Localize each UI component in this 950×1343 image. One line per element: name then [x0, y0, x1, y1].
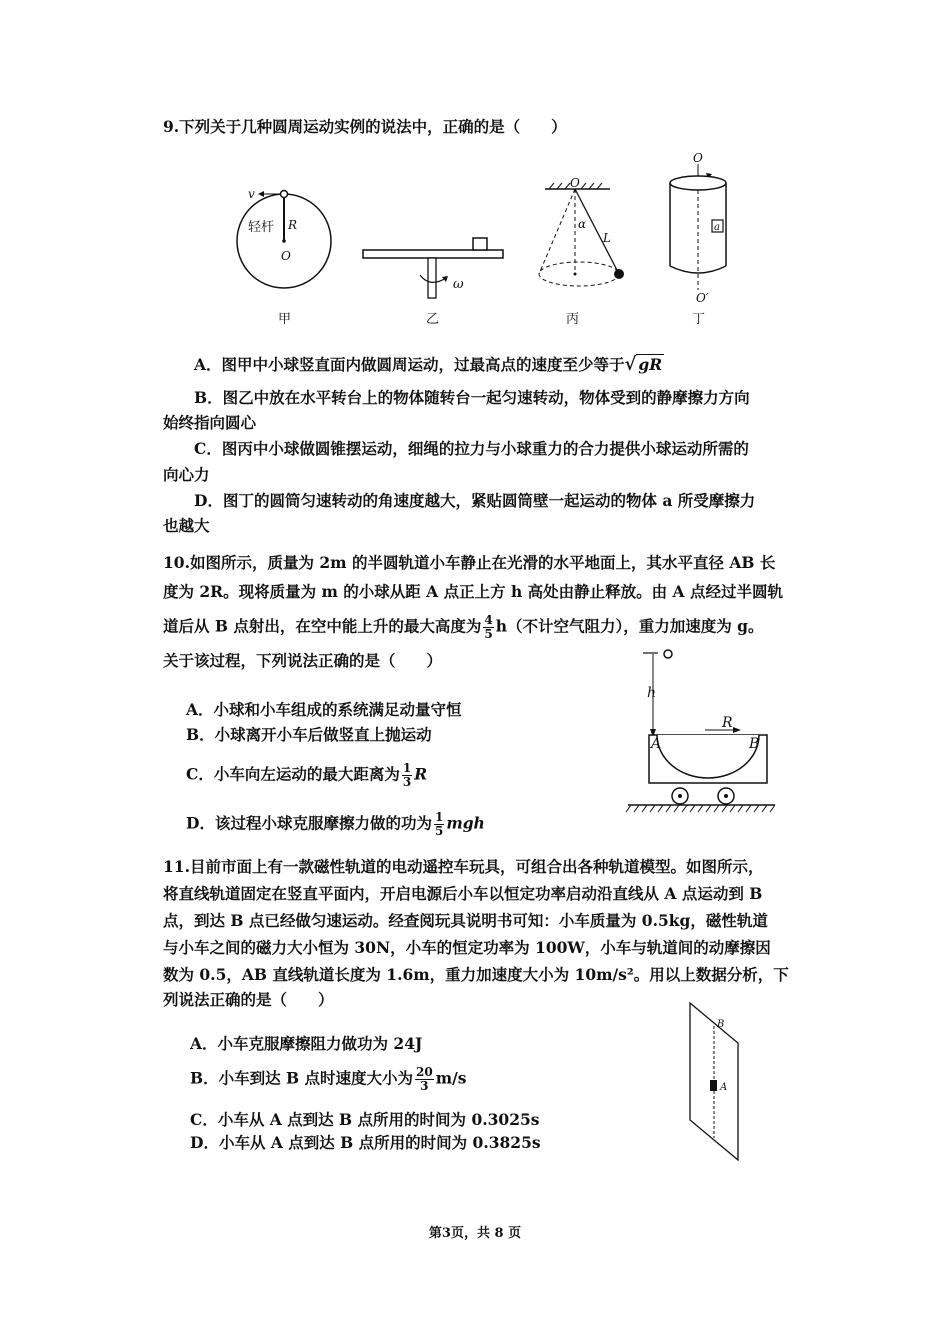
label-B: B [717, 1019, 725, 1030]
label-alpha: α [578, 217, 587, 231]
q11-option-b: B．小车到达 B 点时速度大小为 $\frac{20}{3}$ m/s [190, 1065, 467, 1093]
label-A: A [651, 736, 662, 752]
q9-stem: 9.下列关于几种圆周运动实例的说法中，正确的是（ ） [163, 117, 567, 136]
label-bing: 丙 [566, 312, 580, 327]
q11-figure-track [680, 1000, 750, 1165]
q10-stem-line4: 关于该过程，下列说法正确的是（ ） [163, 651, 443, 670]
block [473, 238, 487, 250]
label-O-top: O [693, 151, 703, 165]
label-L: L [603, 231, 611, 245]
q10-figure-cart [625, 645, 775, 820]
ball [664, 650, 672, 658]
q11-stem-line4: 与小车之间的磁力大小恒为 30N，小车的恒定功率为 100W，小车与轨道间的动摩擦因 [163, 938, 771, 957]
label-O-bottom: O′ [696, 291, 709, 305]
q9-figure-ding [660, 148, 750, 333]
fraction-4-5: $\frac{4}{5}$ [484, 613, 493, 641]
q11-option-d: D．小车从 A 点到达 B 点所用的时间为 0.3825s [190, 1133, 541, 1152]
q10-stem-line3: 道后从 B 点射出，在空中能上升的最大高度为 $\frac{4}{5}$ h（不计空气阻力），重力加速度为 g。 [163, 613, 764, 641]
label-ding: 丁 [692, 312, 706, 327]
orbit [539, 262, 619, 286]
q9-option-c-line2: 向心力 [163, 465, 210, 484]
label-R: R [288, 218, 298, 232]
q10-stem-line2: 度为 2R。现将质量为 m 的小球从距 A 点正上方 h 高处由静止释放。由 A 点经过半圆轨 [163, 582, 783, 601]
string [575, 189, 619, 274]
q9-option-d-line1: D．图丁的圆筒匀速转动的角速度越大，紧贴圆筒壁一起运动的物体 a 所受摩擦力 [194, 491, 756, 510]
label-omega: ω [453, 277, 464, 292]
label-h: h [647, 685, 657, 701]
shaft [428, 258, 436, 298]
ball [281, 191, 288, 198]
toy-car [710, 1080, 717, 1091]
ball [614, 269, 624, 279]
label-yi: 乙 [426, 312, 440, 327]
page-footer: 第3页，共 8 页 [428, 1226, 522, 1241]
q10-option-b: B．小球离开小车后做竖直上抛运动 [186, 725, 432, 744]
q11-stem-line2: 将直线轨道固定在竖直平面内，开启电源后小车以恒定功率启动沿直线从 A 点运动到 B [163, 884, 763, 903]
q10-stem-line1: 10.如图所示，质量为 2m 的半圆轨道小车静止在光滑的水平地面上，其水平直径 AB 长 [163, 553, 776, 572]
label-a: a [714, 222, 720, 233]
q11-stem-line1: 11.目前市面上有一款磁性轨道的电动遥控车玩具，可组合出各种轨道模型。如图所示， [163, 857, 764, 876]
cylinder-top [670, 176, 726, 190]
q9-figure-yi [360, 230, 510, 330]
q11-stem-line6: 列说法正确的是（ ） [163, 990, 334, 1009]
q10-option-a: A．小球和小车组成的系统满足动量守恒 [186, 700, 462, 719]
cone-left [539, 189, 575, 274]
q11-stem-line3: 点，到达 B 点已经做匀速运动。经查阅玩具说明书可知：小车质量为 0.5kg，磁性轨道 [163, 911, 768, 930]
label-O: O [281, 249, 291, 263]
q11-stem-line5: 数为 0.5，AB 直线轨道长度为 1.6m，重力加速度大小为 10m/s²。用以上数据分析，下 [163, 965, 789, 984]
q9-figure-bing [535, 175, 655, 330]
q9-option-b-line2: 始终指向圆心 [163, 413, 257, 432]
label-R: R [722, 715, 733, 731]
q9-option-c-line1: C．图丙中小球做圆锥摆运动，细绳的拉力与小球重力的合力提供小球运动所需的 [194, 439, 749, 458]
q11-option-c: C．小车从 A 点到达 B 点所用的时间为 0.3025s [190, 1110, 540, 1129]
q9-option-d-line2: 也越大 [163, 516, 210, 535]
q9-figure-jia [230, 180, 340, 330]
q9-option-a: A．图甲中小球竖直面内做圆周运动，过最高点的速度至少等于√ gR [194, 354, 663, 375]
label-rod: 轻杆 [248, 220, 275, 235]
turntable [363, 250, 503, 258]
q11-option-a: A．小车克服摩擦阻力做功为 24J [190, 1034, 423, 1053]
label-B: B [749, 736, 760, 752]
label-jia: 甲 [278, 312, 292, 327]
label-O: O [570, 176, 580, 190]
q10-option-c: C．小车向左运动的最大距离为 $\frac{1}{3}$ R [186, 761, 428, 789]
label-v: v [248, 187, 255, 201]
q10-option-d: D．该过程小球克服摩擦力做的功为 $\frac{1}{5}$ mgh [186, 810, 485, 838]
label-A: A [720, 1082, 728, 1093]
q9-option-b-line1: B．图乙中放在水平转台上的物体随转台一起匀速转动，物体受到的静摩擦力方向 [194, 388, 750, 407]
